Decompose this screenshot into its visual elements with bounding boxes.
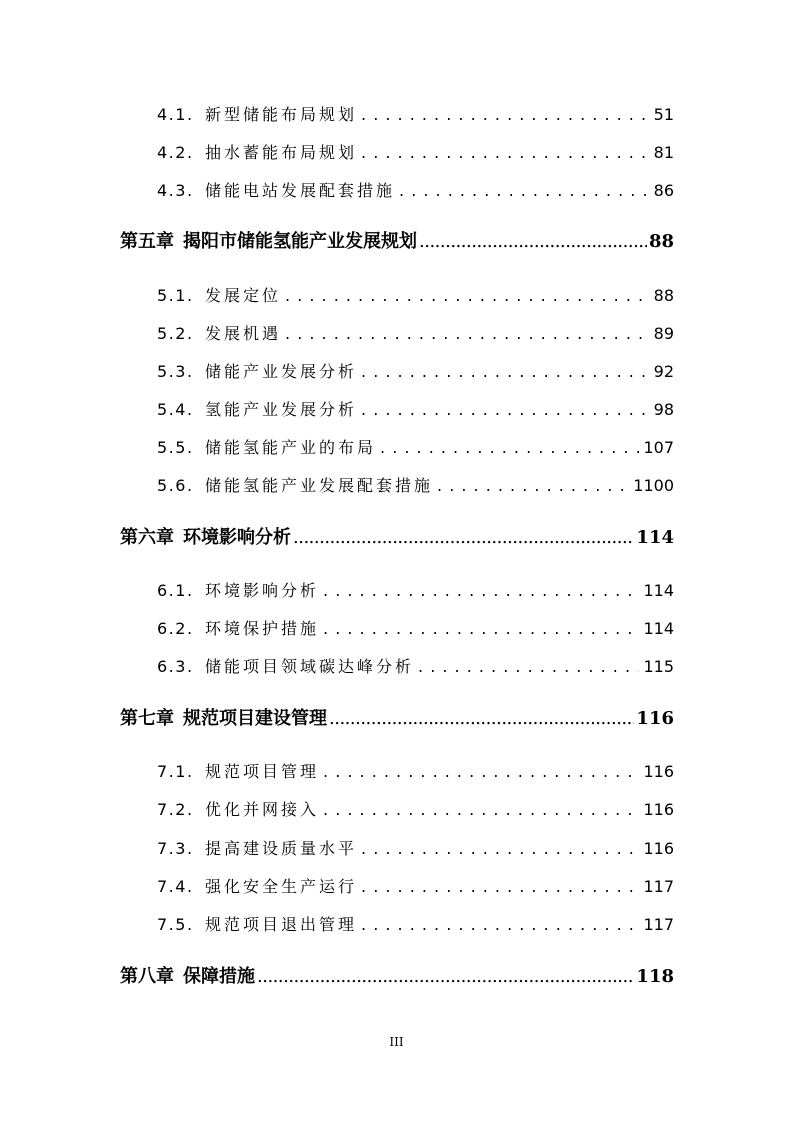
toc-entry-4-3[interactable] xyxy=(157,180,674,202)
dot-leader xyxy=(437,475,629,497)
chapter-title: 规范项目建设管理 xyxy=(183,708,327,729)
entry-page-number: 116 xyxy=(643,800,674,819)
chapter-number: 第八章 xyxy=(120,966,174,987)
entry-title: 提高建设质量水平 xyxy=(205,839,358,858)
entry-page-number: 51 xyxy=(653,105,674,124)
toc-entry-5-1[interactable] xyxy=(157,285,674,307)
dot-leader xyxy=(323,799,639,821)
toc-entry-7-2[interactable] xyxy=(157,799,674,821)
dot-leader xyxy=(323,580,639,602)
toc-entry-6-1[interactable] xyxy=(157,580,674,602)
dot-leader xyxy=(380,437,639,459)
entry-page-number: 81 xyxy=(653,143,674,162)
entry-title: 抽水蓄能布局规划 xyxy=(205,143,358,162)
entry-title: 发展定位 xyxy=(205,286,282,305)
dot-leader xyxy=(361,399,650,421)
toc-chapter-6[interactable] xyxy=(120,526,674,550)
toc-entry-7-3[interactable] xyxy=(157,838,674,860)
dot-leader xyxy=(361,838,639,860)
entry-page-number: 116 xyxy=(643,839,674,858)
chapter-page-number: 116 xyxy=(636,708,674,729)
toc-chapter-5[interactable] xyxy=(120,230,674,254)
entry-title: 储能氢能产业的布局 xyxy=(205,438,377,457)
dot-leader xyxy=(419,230,647,254)
toc-entry-5-3[interactable] xyxy=(157,361,674,383)
entry-number: 7.1. xyxy=(157,762,194,781)
dot-leader xyxy=(418,656,639,678)
dot-leader xyxy=(323,761,639,783)
entry-title: 新型储能布局规划 xyxy=(205,105,358,124)
chapter-title: 揭阳市储能氢能产业发展规划 xyxy=(183,231,417,252)
entry-title: 储能项目领域碳达峰分析 xyxy=(205,657,415,676)
entry-page-number: 89 xyxy=(653,324,674,343)
entry-number: 5.6. xyxy=(157,476,194,495)
dot-leader xyxy=(361,142,650,164)
entry-page-number: 92 xyxy=(653,362,674,381)
entry-number: 7.4. xyxy=(157,877,194,896)
entry-title: 环境影响分析 xyxy=(205,581,320,600)
entry-title: 储能氢能产业发展配套措施 xyxy=(205,476,434,495)
chapter-page-number: 114 xyxy=(636,527,674,548)
entry-page-number: 117 xyxy=(643,877,674,896)
entry-title: 规范项目退出管理 xyxy=(205,915,358,934)
entry-title: 环境保护措施 xyxy=(205,619,320,638)
toc-entry-5-4[interactable] xyxy=(157,399,674,421)
toc-entry-6-3[interactable] xyxy=(157,656,674,678)
chapter-page-number: 118 xyxy=(636,966,674,987)
dot-leader xyxy=(257,965,634,989)
entry-number: 4.3. xyxy=(157,181,194,200)
entry-title: 储能产业发展分析 xyxy=(205,362,358,381)
toc-entry-5-2[interactable] xyxy=(157,323,674,345)
chapter-number: 第七章 xyxy=(120,708,174,729)
entry-number: 6.3. xyxy=(157,657,194,676)
entry-title: 储能电站发展配套措施 xyxy=(205,181,396,200)
entry-page-number: 1100 xyxy=(633,476,674,495)
entry-number: 5.2. xyxy=(157,324,194,343)
entry-page-number: 98 xyxy=(653,400,674,419)
entry-number: 5.3. xyxy=(157,362,194,381)
entry-page-number: 86 xyxy=(653,181,674,200)
dot-leader xyxy=(285,285,650,307)
entry-page-number: 114 xyxy=(643,581,674,600)
toc-entry-6-2[interactable] xyxy=(157,618,674,640)
chapter-number: 第五章 xyxy=(120,231,174,252)
toc-chapter-7[interactable] xyxy=(120,707,674,731)
dot-leader xyxy=(361,104,650,126)
toc-entry-7-4[interactable] xyxy=(157,876,674,898)
entry-number: 5.1. xyxy=(157,286,194,305)
entry-page-number: 107 xyxy=(643,438,674,457)
toc-entry-4-2[interactable] xyxy=(157,142,674,164)
chapter-title: 保障措施 xyxy=(183,966,255,987)
dot-leader xyxy=(361,876,639,898)
toc-entry-7-1[interactable] xyxy=(157,761,674,783)
entry-title: 规范项目管理 xyxy=(205,762,320,781)
chapter-number: 第六章 xyxy=(120,527,174,548)
entry-page-number: 115 xyxy=(643,657,674,676)
entry-number: 5.5. xyxy=(157,438,194,457)
page-footer-number: III xyxy=(389,1035,404,1049)
entry-number: 6.1. xyxy=(157,581,194,600)
dot-leader xyxy=(361,914,639,936)
dot-leader xyxy=(293,526,634,550)
dot-leader xyxy=(399,180,650,202)
entry-number: 7.2. xyxy=(157,800,194,819)
chapter-page-number: 88 xyxy=(648,231,674,252)
toc-entry-5-6[interactable] xyxy=(157,475,674,497)
dot-leader xyxy=(285,323,650,345)
entry-number: 5.4. xyxy=(157,400,194,419)
entry-number: 7.5. xyxy=(157,915,194,934)
entry-page-number: 88 xyxy=(653,286,674,305)
entry-page-number: 114 xyxy=(643,619,674,638)
entry-number: 4.2. xyxy=(157,143,194,162)
entry-title: 优化并网接入 xyxy=(205,800,320,819)
entry-number: 7.3. xyxy=(157,839,194,858)
entry-title: 氢能产业发展分析 xyxy=(205,400,358,419)
toc-entry-5-5[interactable] xyxy=(157,437,674,459)
entry-title: 发展机遇 xyxy=(205,324,282,343)
dot-leader xyxy=(361,361,650,383)
entry-title: 强化安全生产运行 xyxy=(205,877,358,896)
entry-number: 4.1. xyxy=(157,105,194,124)
entry-page-number: 117 xyxy=(643,915,674,934)
dot-leader xyxy=(329,707,634,731)
dot-leader xyxy=(323,618,639,640)
toc-chapter-8[interactable] xyxy=(120,965,674,989)
entry-number: 6.2. xyxy=(157,619,194,638)
chapter-title: 环境影响分析 xyxy=(183,527,291,548)
entry-page-number: 116 xyxy=(643,762,674,781)
toc-entry-7-5[interactable] xyxy=(157,914,674,936)
toc-entry-4-1[interactable] xyxy=(157,104,674,126)
